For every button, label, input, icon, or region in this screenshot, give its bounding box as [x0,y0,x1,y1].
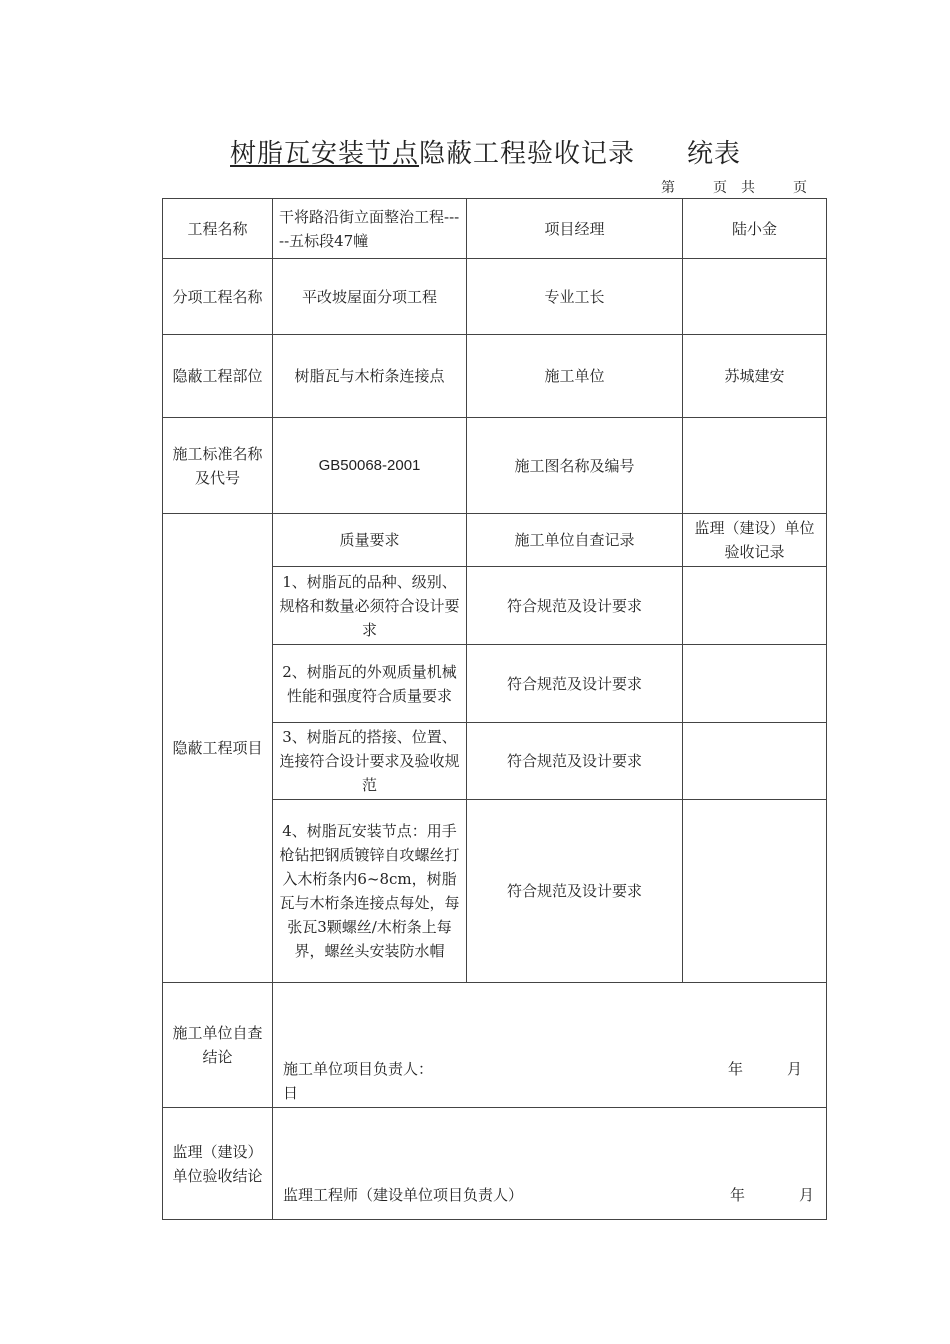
drawing-value [683,418,827,514]
document-title [230,133,741,170]
title-suffix: 统表 [687,139,742,169]
row-sub-project [163,259,827,335]
row-standard [163,418,827,514]
item-requirement: 4、树脂瓦安装节点：用手枪钻把钢质镀锌自攻螺丝打入木桁条内6~8cm，树脂瓦与木桁条连接点每处，每张瓦3颗螺丝/木桁条上每界，螺丝头安装防水帽 [273,800,467,983]
header-self-check: 施工单位自查记录 [467,514,683,567]
row-project-name [163,199,827,259]
header-supervisor-acceptance: 监理（建设）单位验收记录 [683,514,827,567]
row-hidden-part [163,335,827,418]
inspection-form-table [162,198,827,1220]
self-conclusion-label: 施工单位自查结论 [163,983,273,1108]
supervisor-date [730,1183,814,1207]
page-ye: 页 [713,180,727,196]
page-number-line [661,177,807,197]
title-underlined: 树脂瓦安装节点 [230,139,420,169]
supervisor-conclusion-label: 监理（建设）单位验收结论 [163,1108,273,1220]
sub-project-value: 平改坡屋面分项工程 [273,259,467,335]
self-signer-line [283,1057,814,1081]
header-quality-requirement: 质量要求 [273,514,467,567]
manager-value: 陆小金 [683,199,827,259]
item-acceptance [683,723,827,800]
manager-label: 项目经理 [467,199,683,259]
row-self-conclusion [163,983,827,1108]
self-year: 年 [727,1060,743,1078]
page-ye2: 页 [793,180,807,196]
row-items-header [163,514,827,567]
contractor-label: 施工单位 [467,335,683,418]
page-di: 第 [661,180,675,196]
item-acceptance [683,567,827,645]
item-acceptance [683,645,827,723]
item-requirement: 2、树脂瓦的外观质量机械性能和强度符合质量要求 [273,645,467,723]
item-acceptance [683,800,827,983]
page-gong: 共 [741,180,755,196]
supervisor-signer-line [283,1183,814,1207]
item-requirement: 1、树脂瓦的品种、级别、规格和数量必须符合设计要求 [273,567,467,645]
self-signer-label: 施工单位项目负责人： [283,1060,434,1078]
contractor-value: 苏城建安 [683,335,827,418]
item-requirement: 3、树脂瓦的搭接、位置、连接符合设计要求及验收规范 [273,723,467,800]
supervisor-month: 月 [798,1186,814,1204]
self-date [728,1057,802,1081]
hidden-part-value: 树脂瓦与木桁条连接点 [273,335,467,418]
items-section-label: 隐蔽工程项目 [163,514,273,983]
item-self-check: 符合规范及设计要求 [467,567,683,645]
standard-value: GB50068-2001 [273,418,467,514]
title-main: 隐蔽工程验收记录 [419,139,636,169]
self-day: 日 [283,1084,299,1102]
supervisor-signer-label: 监理工程师（建设单位项目负责人） [283,1186,524,1204]
hidden-part-label: 隐蔽工程部位 [163,335,273,418]
item-self-check: 符合规范及设计要求 [467,723,683,800]
supervisor-conclusion-area [273,1108,827,1220]
foreman-value [683,259,827,335]
drawing-label: 施工图名称及编号 [467,418,683,514]
item-self-check: 符合规范及设计要求 [467,645,683,723]
self-conclusion-area [273,983,827,1108]
item-self-check: 符合规范及设计要求 [467,800,683,983]
project-name-value: 干将路沿街立面整治工程-----五标段47幢 [273,199,467,259]
supervisor-year: 年 [729,1186,745,1204]
sub-project-label: 分项工程名称 [163,259,273,335]
self-month: 月 [786,1060,802,1078]
standard-label: 施工标准名称及代号 [163,418,273,514]
foreman-label: 专业工长 [467,259,683,335]
project-name-label: 工程名称 [163,199,273,259]
row-supervisor-conclusion [163,1108,827,1220]
